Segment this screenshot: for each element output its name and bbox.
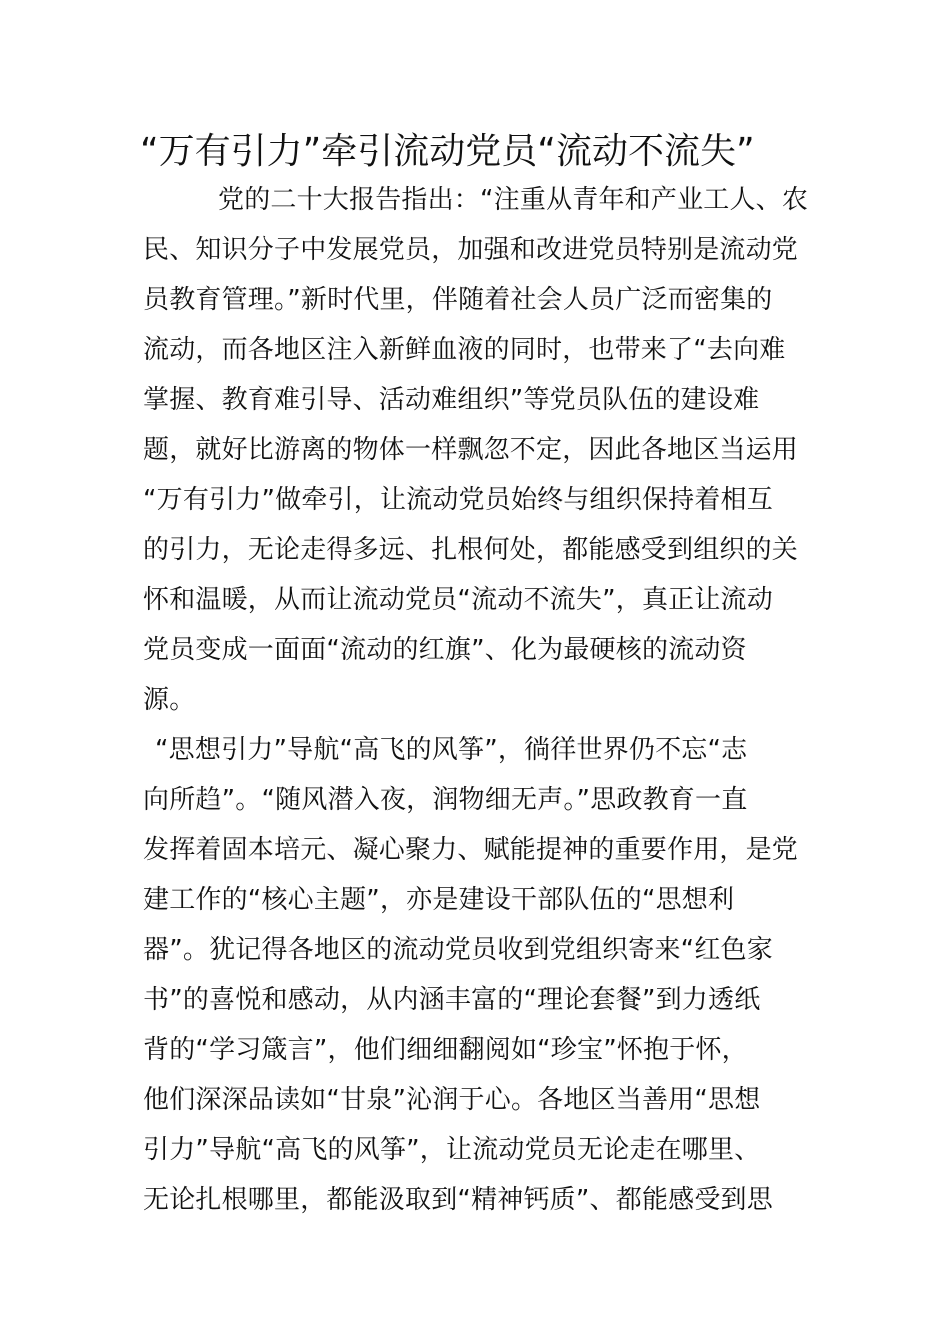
body-line: 的引力，无论走得多远、扎根何处，都能感受到组织的关: [143, 535, 799, 565]
body-line: 掌握、教育难引导、活动难组织”等党员队伍的建设难: [143, 385, 760, 415]
body-line: 员教育管理。”新时代里，伴随着社会人员广泛而密集的: [143, 285, 773, 315]
body-line: 流动，而各地区注入新鲜血液的同时，也带来了“去向难: [143, 335, 786, 365]
body-line: 题，就好比游离的物体一样飘忽不定，因此各地区当运用: [143, 435, 799, 465]
body-line: 器”。犹记得各地区的流动党员收到党组织寄来“红色家: [143, 935, 773, 965]
body-line: 怀和温暖，从而让流动党员“流动不流失”，真正让流动: [143, 585, 773, 615]
body-line: 书”的喜悦和感动，从内涵丰富的“理论套餐”到力透纸: [143, 985, 761, 1015]
body-line: 发挥着固本培元、凝心聚力、赋能提神的重要作用，是党: [143, 835, 799, 865]
body-line: “思想引力”导航“高飞的风筝”，徜徉世界仍不忘“志: [155, 735, 748, 765]
body-line: 民、知识分子中发展党员，加强和改进党员特别是流动党: [143, 235, 799, 265]
body-line: 无论扎根哪里，都能汲取到“精神钙质”、都能感受到思: [143, 1185, 773, 1215]
body-line: 他们深深品读如“甘泉”沁润于心。各地区当善用“思想: [143, 1085, 761, 1115]
body-line: 党的二十大报告指出：“注重从青年和产业工人、农: [218, 185, 809, 215]
body-line: 源。: [143, 685, 196, 715]
document-title: “万有引力”牵引流动党员“流动不流失”: [140, 131, 755, 172]
body-line: 引力”导航“高飞的风筝”，让流动党员无论走在哪里、: [143, 1135, 761, 1165]
body-line: 党员变成一面面“流动的红旗”、化为最硬核的流动资: [143, 635, 747, 665]
body-line: 建工作的“核心主题”，亦是建设干部队伍的“思想利: [143, 885, 735, 915]
body-line: 向所趋”。“随风潜入夜，润物细无声。”思政教育一直: [143, 785, 748, 815]
body-line: “万有引力”做牵引，让流动党员始终与组织保持着相互: [143, 485, 773, 515]
body-line: 背的“学习箴言”，他们细细翻阅如“珍宝”怀抱于怀，: [143, 1035, 748, 1065]
